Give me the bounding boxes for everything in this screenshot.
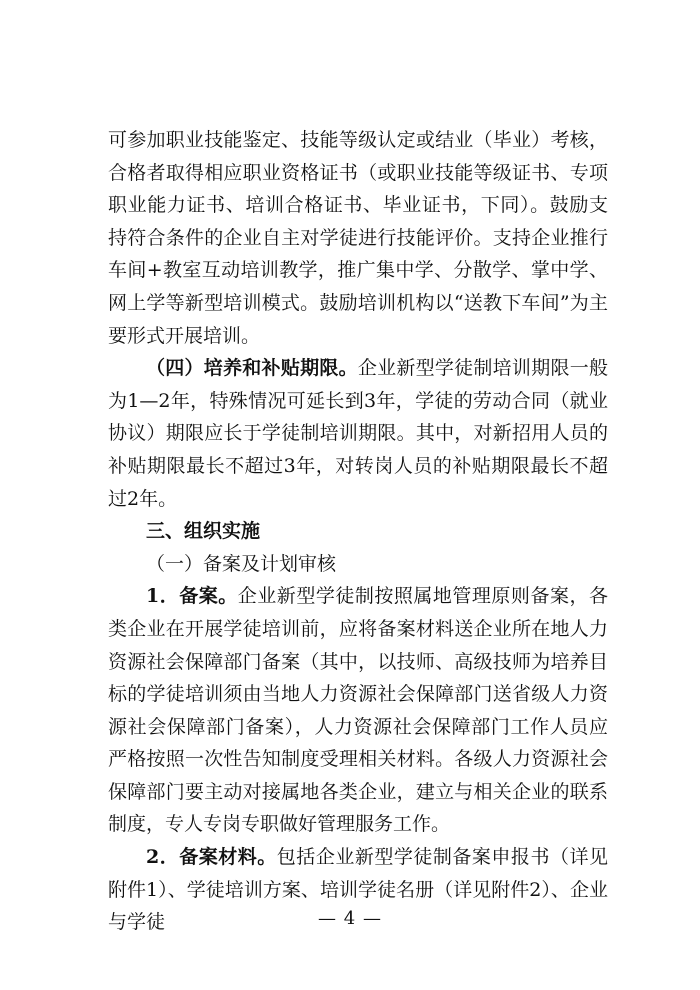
item-heading-filing-materials: 2．备案材料。 <box>146 846 277 869</box>
paragraph-training-period <box>108 352 608 515</box>
section-heading: 三、组织实施 <box>146 520 261 543</box>
page-number: — 4 — <box>318 908 382 929</box>
paragraph-assessment: 可参加职业技能鉴定、技能等级认定或结业（毕业）考核，合格者取得相应职业资格证书（或职业技能等级证书、专项职业能力证书、培训合格证书、毕业证书，下同）。鼓励支持符合条件的企业自主对学徒进行技能评价。支持企业推行车间+教室互动培训教学，推广集中学、分散学、掌中学、网上学等新型培训模式。鼓励培训机构以“送教下车间”为主要形式开展培训。 <box>108 129 608 347</box>
paragraph-training-period-text: 企业新型学徒制培训期限一般为1—2年，特殊情况可延长到3年，学徒的劳动合同（就业协议）期限应长于学徒制培训期限。其中，对新招用人员的补贴期限最长不超过3年，对转岗人员的补贴期限最长不超过2年。 <box>108 357 608 510</box>
item-heading-filing: 1．备案。 <box>146 585 238 608</box>
paragraph-filing-text: 企业新型学徒制按照属地管理原则备案，各类企业在开展学徒培训前，应将备案材料送企业所在地人力资源社会保障部门备案（其中，以技师、高级技师为培养目标的学徒培训须由当地人力资源社会保障部门送省级人力资源社会保障部门备案），人力资源社会保障部门工作人员应严格按照一次性告知制度受理相关材料。各级人力资源社会保障部门要主动对接属地各类企业，建立与相关企业的联系制度，专人专岗专职做好管理服务工作。 <box>108 585 608 836</box>
paragraph-filing <box>108 580 608 841</box>
item-heading-training-period: （四）培养和补贴期限。 <box>146 357 358 380</box>
document-body <box>108 124 608 939</box>
subsection-heading: （一）备案及计划审核 <box>146 552 337 575</box>
paragraph-filing-materials-text: 包括企业新型学徒制备案申报书（详见附件1）、学徒培训方案、培训学徒名册（详见附件2）、企业与学徒 <box>108 846 608 934</box>
